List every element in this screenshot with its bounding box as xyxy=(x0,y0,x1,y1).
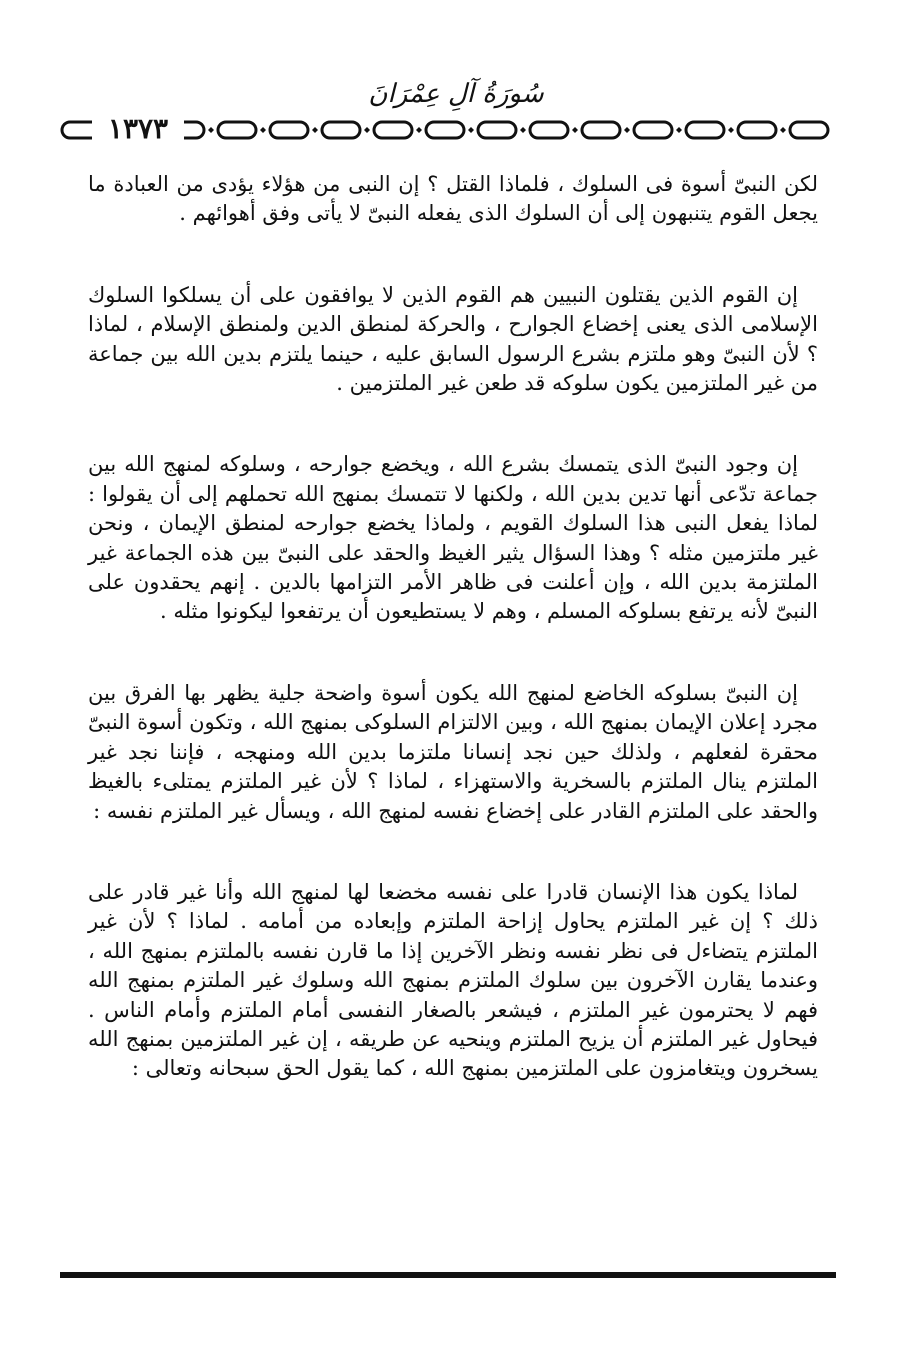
paragraph-1: لكن النبىّ أسوة فى السلوك ، فلماذا القتل ؟ إن النبى من هؤلاء يؤدى من العبادة ما يجعل القوم يتنبهون إلى أن السلوك الذى يفعله النبىّ لا يأتى وفق أهوائهم . xyxy=(88,172,818,226)
paragraph-3: إن وجود النبىّ الذى يتمسك بشرع الله ، ويخضع جوارحه ، وسلوكه لمنهج الله بين جماعة تدّعى أنها تدين بدين الله ، ولكنها لا تتمسك بمنهج الله تحملهم إلى أن يقولوا : لماذا يفعل النبى هذا السلوك القويم ، ولماذا يخضع جوارحه لمنطق الإيمان ، ونحن غير ملتزمين مثله ؟ وهذا السؤال يثير الغيظ والحقد على النبىّ بين هذه الجماعة غير الملتزمة بدين الله ، وإن أعلنت فى ظاهر الأمر التزامها بالدين . إنهم يحقدون على النبىّ لأنه يرتفع بسلوكه المسلم ، وهم لا يستطيعون أن يرتفعوا ليكونوا مثله . xyxy=(88,452,818,624)
page-number: ١٣٧٣ xyxy=(92,112,184,146)
paragraph-5: لماذا يكون هذا الإنسان قادرا على نفسه مخضعا لها لمنهج الله وأنا غير قادر على ذلك ؟ إن غير الملتزم يحاول إزاحة الملتزم وإبعاده من أمامه . لماذا ؟ لأن غير الملتزم يتضاءل فى نظر نفسه ونظر الآخرين إذا ما قارن نفسه بالملتزم بمنهج الله ، وعندما يقارن الآخرون بين سلوك الملتزم بمنهج الله وسلوك غير الملتزم بمنهج الله فهم لا يحترمون غير الملتزم ، فيشعر بالصغار النفسى أمام الملتزم وأمام الناس . فيحاول غير الملتزم أن يزيح الملتزم وينحيه عن طريقه ، إن غير الملتزمين بمنهج الله يسخرون ويتغامزون على الملتزمين بمنهج الله ، كما يقول الحق سبحانه وتعالى : xyxy=(88,879,818,1081)
footer-rule xyxy=(60,1272,836,1278)
body-text xyxy=(88,170,818,1136)
surah-title: سُورَةُ آلِ عِمْرَانَ xyxy=(368,79,544,109)
paragraph-4: إن النبىّ بسلوكه الخاضع لمنهج الله يكون أسوة واضحة جلية يظهر بها الفرق بين مجرد إعلان الإيمان بمنهج الله ، وبين الالتزام السلوكى بمنهج الله ، وتكون أسوة النبىّ محقرة لفعلهم ، ولذلك حين نجد إنسانا ملتزما بدين الله ومنهجه ، فإننا نجد غير الملتزم ينال الملتزم بالسخرية والاستهزاء ، لماذا ؟ لأن غير الملتزم يمتلىء بالغيظ والحقد على الملتزم القادر على إخضاع نفسه لمنهج الله ، ويسأل غير الملتزم نفسه : xyxy=(88,680,818,823)
paragraph-2: إن القوم الذين يقتلون النبيين هم القوم الذين لا يوافقون على أن يسلكوا السلوك الإسلامى الذى يعنى إخضاع الجوارح ، والحركة لمنطق الدين ولمنطق الإسلام ، لماذا ؟ لأن النبىّ وهو ملتزم بشرع الرسول السابق عليه ، حينما يلتزم بدين الله بين جماعة من غير الملتزمين يكون سلوكه قد طعن غير الملتزمين . xyxy=(88,282,818,396)
